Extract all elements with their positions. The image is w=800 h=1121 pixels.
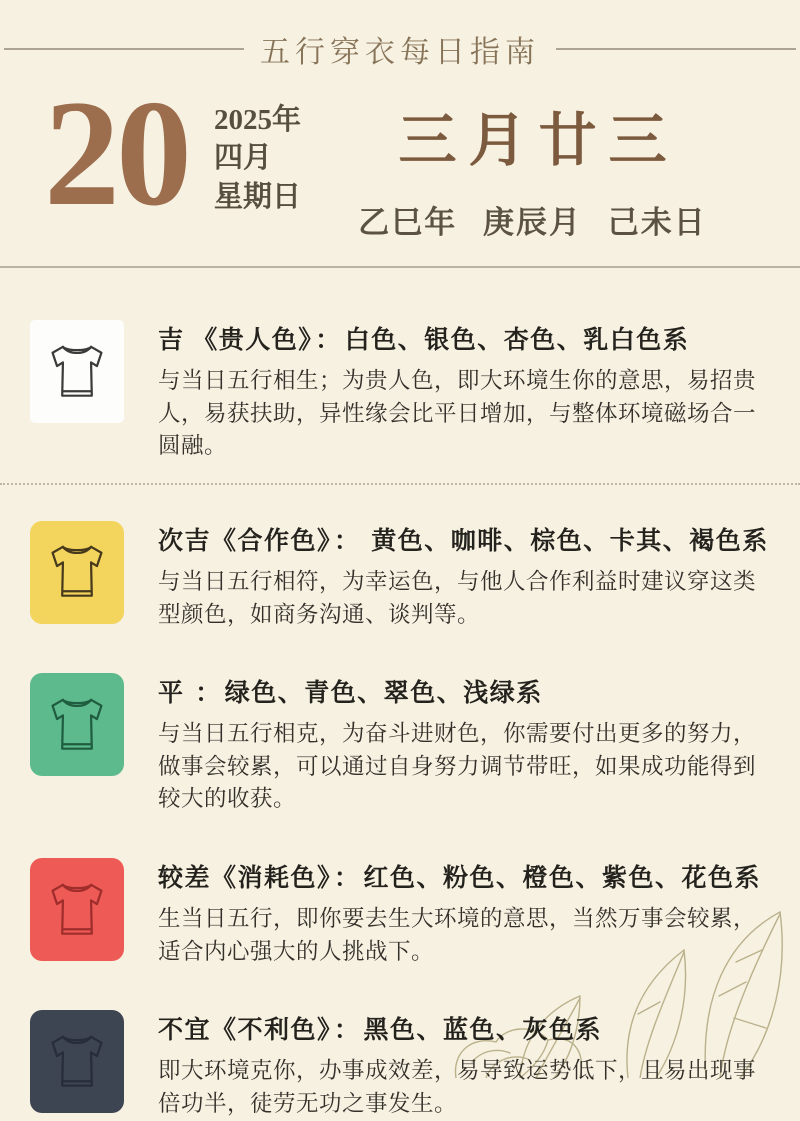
section-description: 与当日五行相生；为贵人色，即大环境生你的意思，易招贵人，易获扶助，异性缘会比平日增加，与整体环境磁场合一圆融。	[158, 368, 757, 459]
tshirt-icon	[30, 521, 124, 624]
section-content	[158, 858, 770, 968]
year-label: 2025年	[214, 104, 302, 136]
tshirt-icon	[30, 320, 124, 423]
advice-section-auspicious	[30, 320, 770, 463]
category-label: 《不利色》	[211, 1017, 332, 1045]
colon-separator: ：	[195, 680, 222, 708]
rating-label: 较差	[158, 865, 212, 892]
section-description: 即大环境克你，办事成效差，易导致运势低下，且易出现事倍功半，徒劳无功之事发生。	[158, 1058, 757, 1116]
color-list: 绿色、青色、翠色、浅绿系	[224, 680, 543, 708]
color-list: 黄色、咖啡、棕色、卡其、褐色系	[371, 527, 769, 555]
colon-separator: ：	[334, 527, 369, 555]
color-list: 黑色、蓝色、灰色系	[363, 1017, 603, 1045]
section-heading	[158, 673, 770, 709]
advice-section-poor	[30, 858, 770, 968]
color-list: 白色、银色、杏色、乳白色系	[344, 327, 690, 354]
tshirt-icon	[30, 858, 124, 961]
advice-section-second-auspicious	[30, 521, 770, 631]
title-rule-right	[556, 48, 796, 50]
category-label: 《贵人色》	[192, 327, 313, 354]
advice-section-unfavorable	[30, 1010, 770, 1120]
section-heading	[158, 1010, 770, 1046]
rating-label: 次吉	[158, 527, 212, 555]
advice-section-neutral	[30, 673, 770, 816]
dotted-divider	[0, 483, 800, 485]
ganzhi-date: 乙巳年 庚辰月 己未日	[358, 205, 707, 240]
rating-label: 不宜	[158, 1017, 212, 1045]
lunar-date: 三月廿三	[398, 108, 679, 173]
section-heading	[158, 320, 770, 356]
tshirt-icon	[30, 673, 124, 776]
poster	[0, 27, 800, 1121]
date-stack	[214, 101, 301, 216]
rating-label: 平	[158, 680, 193, 708]
category-label: 《合作色》	[211, 527, 332, 555]
title-rule-left	[4, 48, 244, 50]
weekday-label: 星期日	[214, 180, 302, 213]
color-list: 红色、粉色、橙色、紫色、花色系	[363, 865, 762, 892]
colon-separator: ：	[315, 327, 342, 354]
month-label: 四月	[214, 142, 273, 175]
tshirt-icon	[30, 1010, 124, 1113]
section-heading	[158, 858, 770, 894]
section-description: 与当日五行相符，为幸运色，与他人合作利益时建议穿这类型颜色，如商务沟通、谈判等。	[158, 568, 757, 627]
lunar-block	[301, 93, 764, 242]
calendar-header	[0, 71, 800, 242]
section-content	[158, 1010, 770, 1120]
header-title-row	[4, 27, 796, 71]
rating-label: 吉	[158, 327, 193, 354]
category-label: 《消耗色》	[211, 865, 332, 892]
section-content	[158, 521, 770, 631]
page-title: 五行穿衣每日指南	[260, 36, 540, 69]
section-heading	[158, 521, 770, 557]
colon-separator: ：	[334, 865, 361, 892]
section-description: 生当日五行，即你要去生大环境的意思，当然万事会较累，适合内心强大的人挑战下。	[158, 906, 757, 964]
section-description: 与当日五行相克，为奋斗进财色，你需要付出更多的努力，做事会较累，可以通过自身努力调节带旺，如果成功能得到较大的收获。	[158, 721, 757, 812]
section-content	[158, 673, 770, 816]
colon-separator: ：	[334, 1017, 361, 1045]
day-number: 20	[44, 69, 188, 237]
section-content	[158, 320, 770, 463]
advice-sections	[0, 268, 800, 1121]
